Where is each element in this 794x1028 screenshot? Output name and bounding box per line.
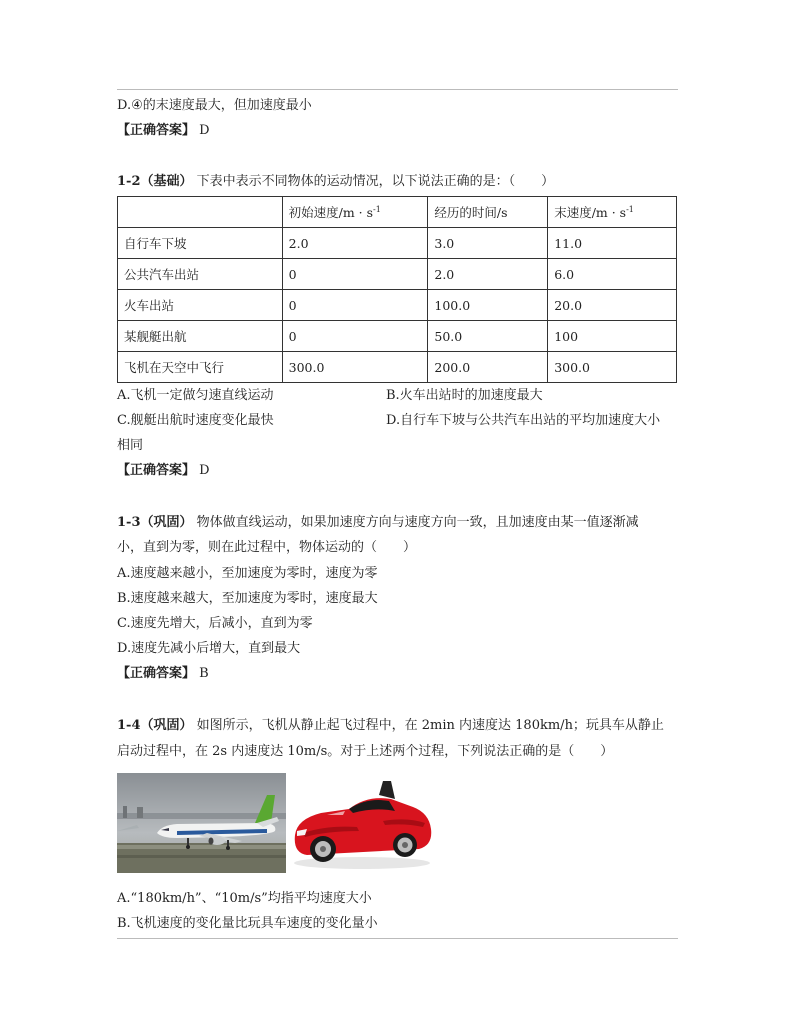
option-d: D.自行车下坡与公共汽车出站的平均加速度大小 (386, 413, 661, 428)
question-1-4-stem-line2: 启动过程中，在 2s 内速度达 10m/s。对于上述两个过程，下列说法正确的是（ ） (117, 744, 614, 759)
option-c: C.速度先增大，后减小，直到为零 (117, 616, 313, 631)
answer-label: 【正确答案】 (117, 463, 196, 478)
question-1-2-stem (117, 172, 554, 192)
table-cell: 50.0 (428, 321, 548, 352)
table-header-cell (118, 197, 283, 228)
footer-rule (117, 938, 678, 939)
table-header-cell: 末速度$/m \cdot s^{-1}$ (548, 197, 677, 228)
table-row (118, 228, 677, 259)
option-b: B.飞机速度的变化量比玩具车速度的变化量小 (117, 916, 378, 931)
option-a: A.“180km/h”、“10m/s”均指平均速度大小 (117, 891, 372, 906)
table-row (118, 259, 677, 290)
question-1-3-stem-line2: 小，直到为零，则在此过程中，物体运动的（ ） (117, 540, 417, 555)
option-d-continued: 相同 (117, 438, 144, 453)
table-cell: 6.0 (548, 259, 677, 290)
table-header-cell: 经历的时间/s (428, 197, 548, 228)
table-row (118, 290, 677, 321)
table-cell: 300.0 (282, 352, 428, 383)
answer-line-1-3 (117, 664, 209, 684)
answer-value: B (199, 666, 209, 681)
table-cell: 2.0 (282, 228, 428, 259)
toy-car-photo (287, 773, 434, 873)
question-number: 1-3（巩固） (117, 515, 193, 530)
table-cell: 300.0 (548, 352, 677, 383)
header-rule (117, 89, 678, 90)
question-number: 1-2（基础） (117, 174, 193, 189)
question-text: 物体做直线运动，如果加速度方向与速度方向一致，且加速度由某一值逐渐减 (196, 515, 639, 530)
table-cell: 火车出站 (118, 290, 283, 321)
table-cell: 100 (548, 321, 677, 352)
table-cell: 飞机在天空中飞行 (118, 352, 283, 383)
question-text: 下表中表示不同物体的运动情况，以下说法正确的是：（ ） (196, 174, 555, 189)
table-cell: 200.0 (428, 352, 548, 383)
table-header-cell: 初始速度$/m \cdot s^{-1}$ (282, 197, 428, 228)
prev-option-d: D.④的末速度最大，但加速度最小 (117, 98, 312, 113)
question-1-4-stem-line1 (117, 716, 664, 736)
question-number: 1-4（巩固） (117, 718, 193, 733)
option-a: A.飞机一定做匀速直线运动 (117, 388, 274, 403)
table-cell: 20.0 (548, 290, 677, 321)
table-cell: 公共汽车出站 (118, 259, 283, 290)
motion-table (117, 196, 677, 383)
option-c: C.舰艇出航时速度变化最快 (117, 413, 274, 428)
table-cell: 2.0 (428, 259, 548, 290)
option-d: D.速度先减小后增大，直到最大 (117, 641, 301, 656)
answer-value: D (199, 463, 210, 478)
table-cell: 0 (282, 321, 428, 352)
answer-line-1-1 (117, 121, 210, 141)
airplane-photo (117, 773, 286, 873)
table-cell: 0 (282, 290, 428, 321)
table-cell: 某舰艇出航 (118, 321, 283, 352)
table-cell: 0 (282, 259, 428, 290)
question-text: 如图所示，飞机从静止起飞过程中，在 2min 内速度达 180km/h；玩具车从静止 (196, 718, 664, 733)
question-1-3-stem-line1 (117, 513, 639, 533)
answer-label: 【正确答案】 (117, 123, 196, 138)
table-cell: 自行车下坡 (118, 228, 283, 259)
table-row (118, 352, 677, 383)
table-cell: 11.0 (548, 228, 677, 259)
option-b: B.火车出站时的加速度最大 (386, 388, 543, 403)
option-a: A.速度越来越小，至加速度为零时，速度为零 (117, 566, 378, 581)
answer-label: 【正确答案】 (117, 666, 196, 681)
table-row (118, 321, 677, 352)
option-b: B.速度越来越大，至加速度为零时，速度最大 (117, 591, 378, 606)
answer-value: D (199, 123, 210, 138)
table-cell: 3.0 (428, 228, 548, 259)
answer-line-1-2 (117, 461, 210, 481)
table-header-row (118, 197, 677, 228)
table-cell: 100.0 (428, 290, 548, 321)
